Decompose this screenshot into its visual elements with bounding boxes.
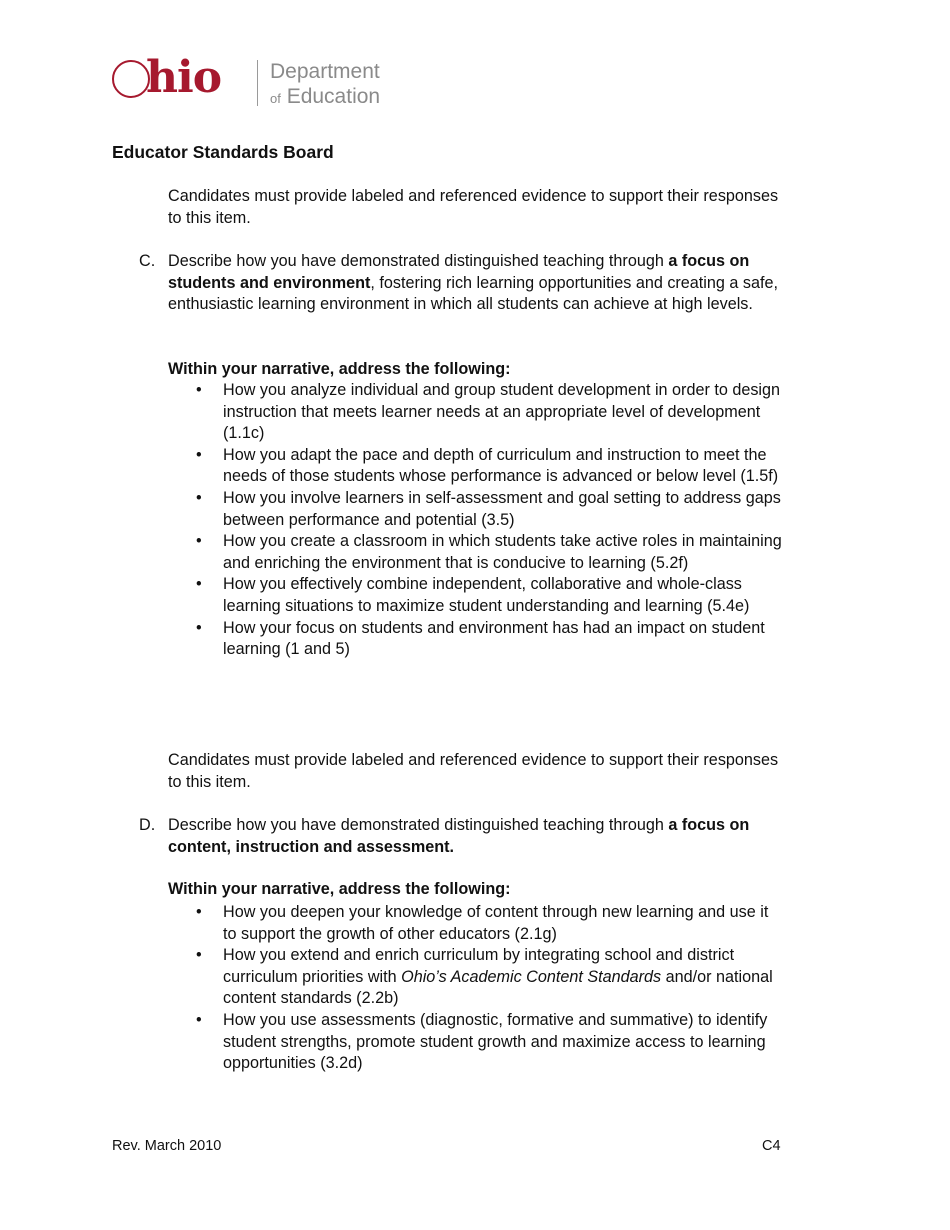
item-c-letter: C. bbox=[139, 252, 156, 270]
bullet-icon: • bbox=[196, 575, 202, 594]
list-item-text-after: and/or national content standards (2.2b) bbox=[223, 967, 773, 1008]
list-item bbox=[196, 1010, 786, 1075]
bullet-icon: • bbox=[196, 381, 202, 399]
bullet-icon: • bbox=[196, 1010, 202, 1029]
list-item-text: How you adapt the pace and depth of curriculum and instruction to meet the needs of those students whose performance is advanced or below level (1.5f) bbox=[223, 445, 779, 486]
logo-department-text: Department bbox=[270, 60, 380, 83]
list-item bbox=[196, 531, 786, 574]
list-item-text-before: How you extend and enrich curriculum by integrating school and district curriculum priorities with bbox=[223, 946, 735, 986]
list-item-text: How you deepen your knowledge of content through new learning and use it to support the growth of other educators (2.1g) bbox=[223, 903, 769, 943]
bullet-icon: • bbox=[196, 488, 202, 507]
logo-of-text: of bbox=[270, 91, 281, 106]
item-c-text-bold: a focus on students and environment bbox=[168, 252, 750, 292]
logo-education-line bbox=[270, 85, 380, 111]
list-item bbox=[196, 902, 786, 945]
list-item bbox=[196, 574, 786, 617]
item-d-bullet-list bbox=[196, 902, 786, 1075]
list-item bbox=[196, 618, 786, 661]
item-c-narrative-heading: Within your narrative, address the following: bbox=[168, 360, 511, 378]
ohio-o-ring-icon bbox=[112, 60, 150, 98]
bullet-icon: • bbox=[196, 903, 202, 921]
item-c-text-before: Describe how you have demonstrated distinguished teaching through bbox=[168, 252, 669, 270]
bullet-icon: • bbox=[196, 618, 202, 637]
list-item-text: How you involve learners in self-assessment and goal setting to address gaps between performance and potential (3.5) bbox=[223, 488, 781, 529]
intro-evidence-note: Candidates must provide labeled and referenced evidence to support their responses to this item. bbox=[168, 187, 779, 227]
item-c-bullet-list bbox=[196, 380, 786, 661]
item-c-evidence-note: Candidates must provide labeled and referenced evidence to support their responses to this item. bbox=[168, 751, 779, 791]
list-item-text: How you use assessments (diagnostic, formative and summative) to identify student strengths, promote student growth and maximize access to learning opportunities (3.2d) bbox=[223, 1010, 768, 1073]
list-item bbox=[196, 380, 786, 445]
item-c-description bbox=[168, 251, 788, 316]
list-item-text: How you analyze individual and group student development in order to design instruction that meets learner needs at an appropriate level of development (1.1c) bbox=[223, 381, 781, 443]
footer-page-id: C4 bbox=[762, 1138, 781, 1154]
board-title: Educator Standards Board bbox=[112, 142, 334, 162]
bullet-icon: • bbox=[196, 445, 202, 464]
logo-divider bbox=[257, 60, 258, 106]
bullet-icon: • bbox=[196, 532, 202, 551]
item-d-text-before: Describe how you have demonstrated distinguished teaching through bbox=[168, 816, 669, 834]
ohio-wordmark bbox=[112, 52, 244, 108]
ohio-wordmark-text: hio bbox=[146, 52, 222, 103]
list-item-text: How your focus on students and environment has had an impact on student learning (1 and 5) bbox=[223, 618, 765, 659]
logo-education-text: Education bbox=[286, 85, 381, 108]
footer-revision: Rev. March 2010 bbox=[112, 1138, 222, 1154]
list-item bbox=[196, 488, 786, 531]
item-d-description bbox=[168, 815, 788, 858]
list-item-text: How you effectively combine independent, collaborative and whole-class learning situations to maximize student understanding and learning (5.4e) bbox=[223, 575, 750, 615]
item-d-text-bold: a focus on content, instruction and assessment. bbox=[168, 816, 750, 856]
bullet-icon: • bbox=[196, 946, 202, 965]
item-d-letter: D. bbox=[139, 816, 156, 834]
ohio-department-of-education-logo bbox=[112, 52, 412, 108]
item-d-narrative-heading: Within your narrative, address the following: bbox=[168, 880, 511, 898]
list-item bbox=[196, 445, 786, 488]
list-item bbox=[196, 945, 786, 1010]
item-c-text-after: , fostering rich learning opportunities and creating a safe, enthusiastic learning environment in which all students can achieve at high levels. bbox=[168, 273, 779, 314]
list-item-text-italic: Ohio’s Academic Content Standards bbox=[401, 967, 662, 986]
list-item-text: How you create a classroom in which students take active roles in maintaining and enriching the environment that is conducive to learning (5.2f) bbox=[223, 532, 782, 572]
